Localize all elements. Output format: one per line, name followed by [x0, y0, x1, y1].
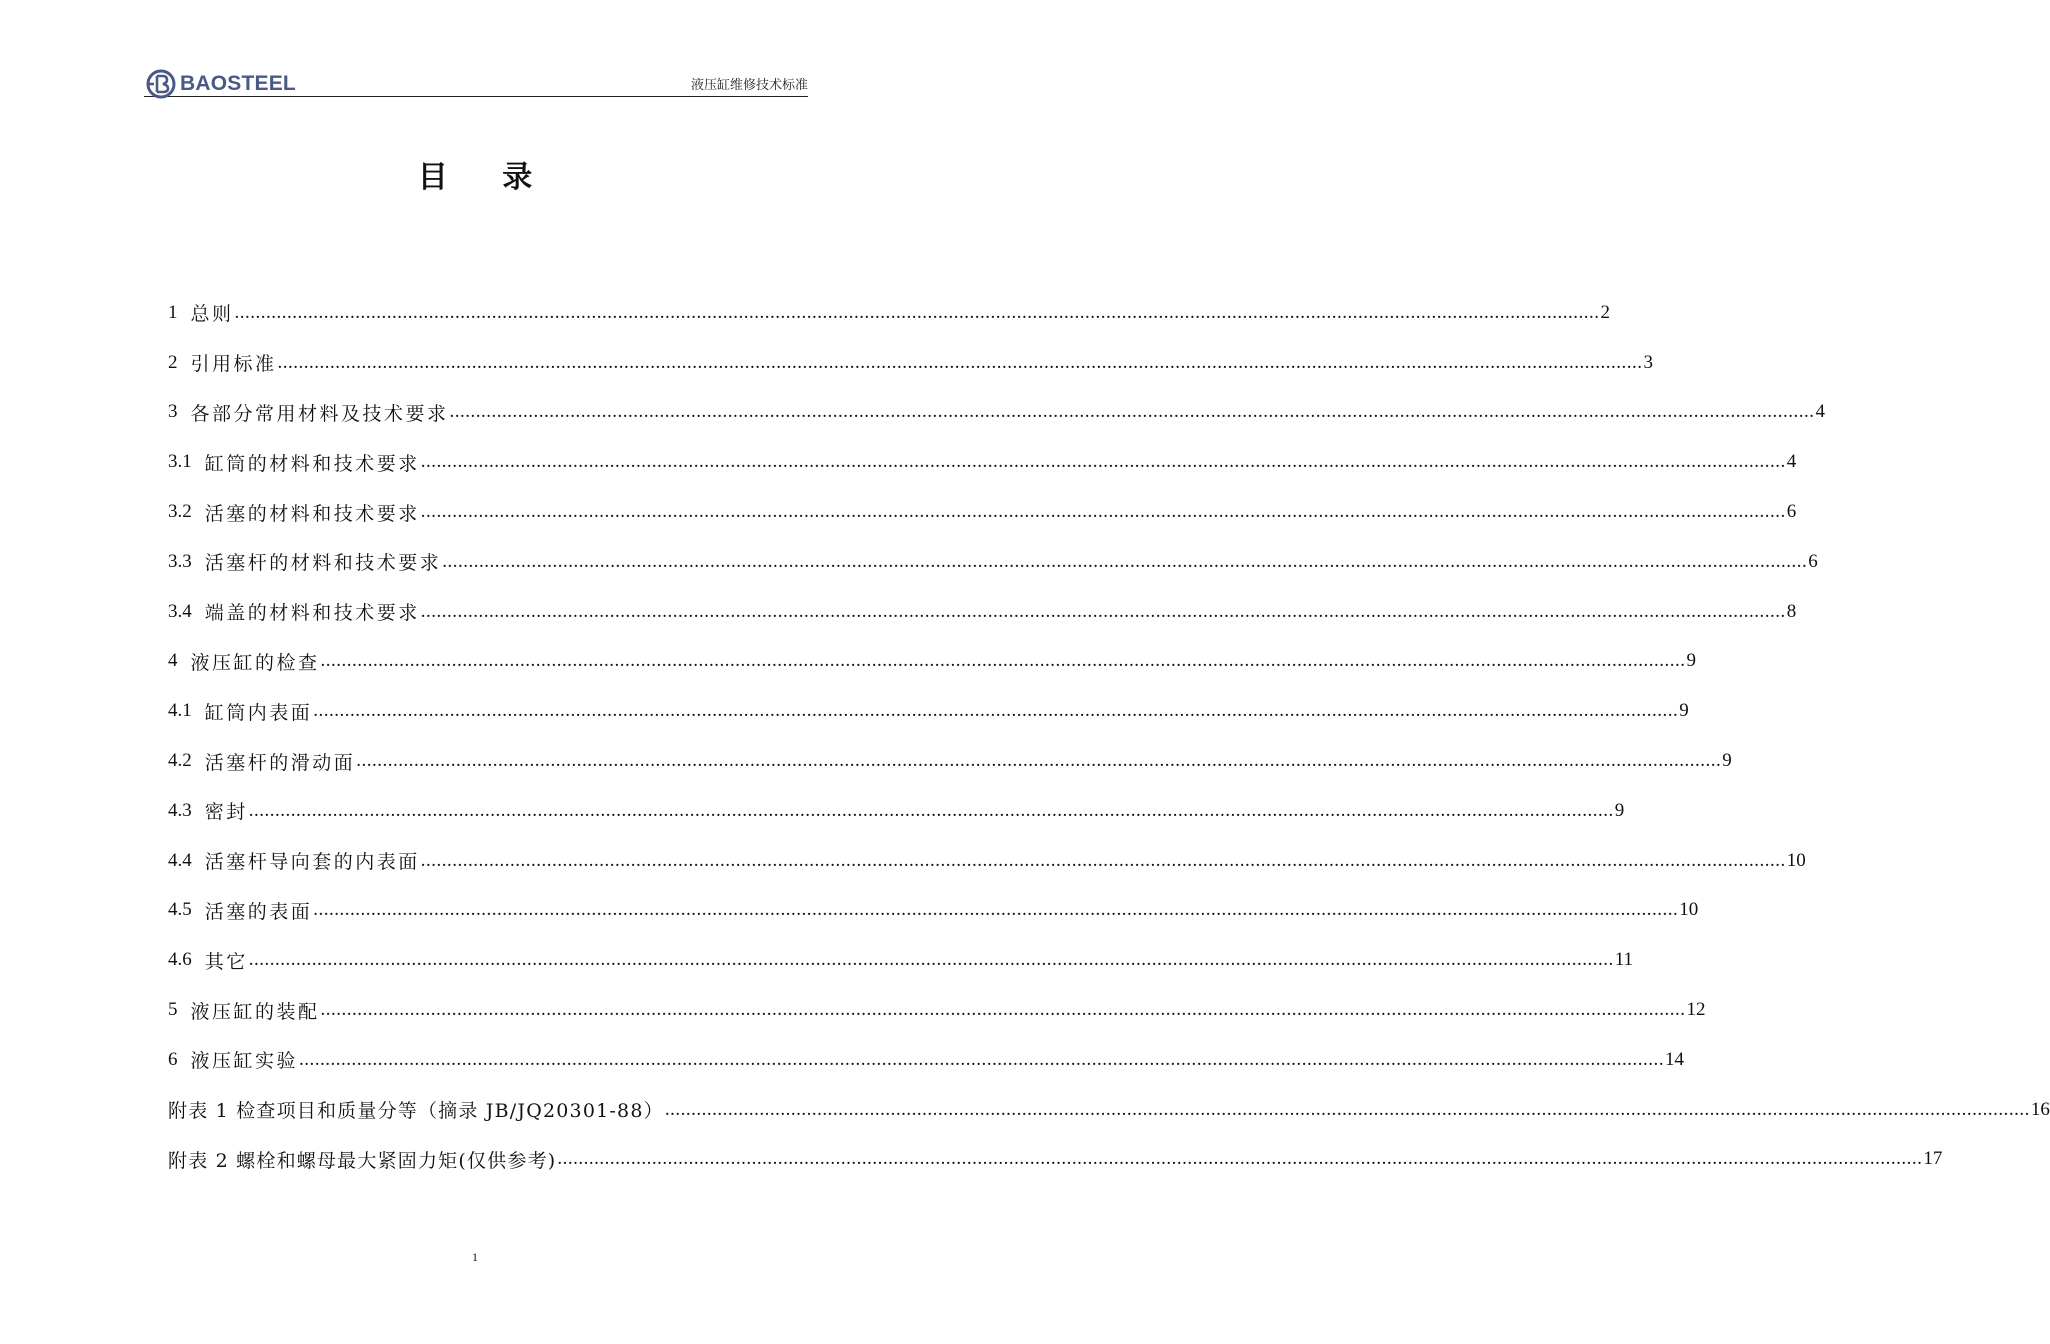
toc-entry-page: 4: [1815, 401, 1826, 423]
toc-entry-number: 3.3: [168, 550, 192, 572]
toc-entry-title: 液压缸的装配: [190, 1000, 320, 1023]
toc-entry-title: 各部分常用材料及技术要求: [190, 402, 449, 425]
toc-entry-page: 9: [1614, 799, 1625, 821]
toc-entry-number: 4: [168, 650, 178, 672]
toc-entry-page: 16: [2030, 1098, 2050, 1120]
toc-entry-number: 4.6: [168, 949, 192, 971]
toc-entry-number: 4.2: [168, 750, 192, 772]
toc-entry-page: 9: [1679, 700, 1689, 722]
toc-entry-title: 液压缸的检查: [190, 651, 320, 674]
toc-entry-number: 6: [168, 1048, 178, 1070]
toc-entry-title: 活塞的材料和技术要求: [204, 502, 420, 525]
table-of-contents: [168, 288, 2050, 1184]
toc-entry-page: 12: [1686, 999, 1706, 1021]
toc-leader-dots: ....................................................................................................................................................................................................................................................................: [277, 351, 1643, 373]
toc-entry-title: 密封: [204, 801, 248, 824]
toc-entry[interactable]: [168, 288, 1611, 338]
toc-leader-dots: ....................................................................................................................................................................................................................................................................: [248, 949, 1614, 971]
toc-entry-title: 液压缸实验: [190, 1050, 299, 1073]
toc-entry-page: 3: [1643, 351, 1654, 373]
toc-entry[interactable]: [168, 786, 1625, 836]
toc-entry-page: 11: [1614, 949, 1634, 971]
toc-entry-number: 3.2: [168, 501, 192, 523]
toc-entry-number: 4.5: [168, 899, 192, 921]
toc-entry-title: 活塞杆导向套的内表面: [204, 851, 420, 874]
toc-entry[interactable]: [168, 487, 1797, 537]
toc-entry-number: 5: [168, 999, 178, 1021]
toc-entry-title: 活塞杆的滑动面: [204, 751, 356, 774]
toc-leader-dots: ....................................................................................................................................................................................................................................................................: [420, 501, 1786, 523]
toc-entry-title: 其它: [204, 950, 248, 973]
toc-leader-dots: ....................................................................................................................................................................................................................................................................: [356, 750, 1722, 772]
toc-leader-dots: ....................................................................................................................................................................................................................................................................: [442, 550, 1808, 572]
toc-entry-title: 活塞的表面: [204, 900, 313, 923]
toc-entry[interactable]: [168, 985, 1706, 1035]
toc-entry-number: 4.1: [168, 700, 192, 722]
toc-entry[interactable]: [168, 886, 1699, 936]
toc-leader-dots: ....................................................................................................................................................................................................................................................................: [420, 600, 1786, 622]
toc-entry-title: 附表 2 螺栓和螺母最大紧固力矩(仅供参考): [168, 1149, 557, 1172]
toc-entry-number: 2: [168, 351, 178, 373]
toc-entry-title: 端盖的材料和技术要求: [204, 602, 420, 625]
toc-entry-number: 4.3: [168, 799, 192, 821]
toc-entry-title: 附表 1 检查项目和质量分等（摘录 JB/JQ20301-88）: [168, 1100, 664, 1123]
toc-leader-dots: ....................................................................................................................................................................................................................................................................: [234, 301, 1600, 323]
toc-entry[interactable]: [168, 437, 1797, 487]
page-header: [144, 66, 808, 97]
toc-entry[interactable]: [168, 1085, 2050, 1135]
toc-entry-number: 3.4: [168, 600, 192, 622]
toc-leader-dots: ....................................................................................................................................................................................................................................................................: [313, 700, 1679, 722]
toc-leader-dots: ....................................................................................................................................................................................................................................................................: [313, 899, 1679, 921]
toc-entry-page: 17: [1923, 1148, 1943, 1170]
toc-entry-page: 6: [1808, 550, 1818, 572]
toc-entry-page: 8: [1786, 600, 1797, 622]
toc-entry-number: 3: [168, 401, 178, 423]
toc-leader-dots: ....................................................................................................................................................................................................................................................................: [420, 849, 1786, 871]
toc-entry[interactable]: [168, 587, 1797, 637]
toc-leader-dots: ....................................................................................................................................................................................................................................................................: [299, 1048, 1665, 1070]
toc-entry-title: 引用标准: [190, 353, 277, 376]
baosteel-logo: [146, 69, 296, 99]
toc-entry-title: 活塞杆的材料和技术要求: [204, 552, 442, 575]
toc-leader-dots: ....................................................................................................................................................................................................................................................................: [557, 1148, 1923, 1170]
toc-entry[interactable]: [168, 935, 1634, 985]
toc-entry[interactable]: [168, 338, 1654, 388]
toc-entry-title: 缸筒内表面: [204, 701, 313, 724]
toc-entry[interactable]: [168, 1035, 1685, 1085]
toc-entry[interactable]: [168, 736, 1732, 786]
toc-leader-dots: ....................................................................................................................................................................................................................................................................: [320, 650, 1686, 672]
toc-entry-page: 6: [1786, 501, 1797, 523]
toc-entry-page: 10: [1786, 849, 1806, 871]
page-number: 1: [472, 1250, 478, 1264]
baosteel-logo-icon: [146, 69, 176, 99]
toc-entry-page: 14: [1665, 1048, 1685, 1070]
toc-leader-dots: ....................................................................................................................................................................................................................................................................: [449, 401, 1815, 423]
toc-entry-page: 9: [1686, 650, 1697, 672]
toc-entry-number: 3.1: [168, 451, 192, 473]
toc-leader-dots: ....................................................................................................................................................................................................................................................................: [248, 799, 1614, 821]
toc-entry-page: 10: [1679, 899, 1699, 921]
toc-entry-number: 4.4: [168, 849, 192, 871]
logo-text: BAOSTEEL: [180, 72, 296, 95]
toc-entry-title: 总则: [190, 303, 234, 326]
toc-entry[interactable]: [168, 388, 1826, 438]
toc-entry-page: 2: [1600, 301, 1611, 323]
toc-entry-title: 缸筒的材料和技术要求: [204, 452, 420, 475]
toc-leader-dots: ....................................................................................................................................................................................................................................................................: [320, 999, 1686, 1021]
header-doc-title: 液压缸维修技术标准: [690, 78, 808, 93]
toc-leader-dots: ....................................................................................................................................................................................................................................................................: [664, 1098, 2030, 1120]
toc-entry-number: 1: [168, 301, 178, 323]
toc-entry[interactable]: [168, 1135, 1943, 1185]
toc-entry[interactable]: [168, 637, 1697, 687]
toc-entry[interactable]: [168, 836, 1806, 886]
toc-entry-page: 4: [1786, 451, 1797, 473]
toc-leader-dots: ....................................................................................................................................................................................................................................................................: [420, 451, 1786, 473]
toc-entry-page: 9: [1722, 750, 1732, 772]
toc-entry[interactable]: [168, 686, 1689, 736]
page-title: 目 录: [417, 160, 555, 195]
toc-entry[interactable]: [168, 537, 1818, 587]
